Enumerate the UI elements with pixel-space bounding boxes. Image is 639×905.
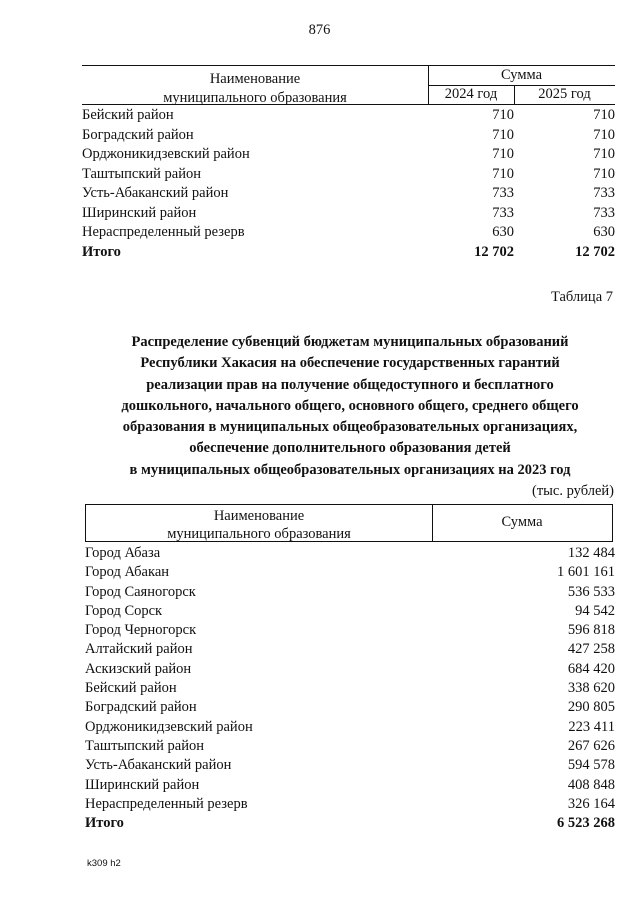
row-value: 536 533: [567, 583, 615, 600]
row-value-2024: 710: [492, 146, 514, 162]
table-row: [85, 583, 615, 602]
row-name: Город Абаза: [85, 545, 161, 561]
table-total-row: [85, 814, 615, 833]
row-value: 427 258: [567, 641, 615, 658]
table-row: [82, 106, 615, 126]
table-row: [85, 776, 615, 795]
row-name: Ширинский район: [82, 204, 197, 221]
table-row: [82, 184, 615, 204]
row-name: Бейский район: [85, 680, 177, 697]
row-value-2024: 733: [492, 185, 514, 201]
table-label: Таблица 7: [550, 289, 613, 305]
table-row: [82, 126, 615, 146]
row-name: Орджоникидзевский район: [82, 146, 250, 162]
table-row: [85, 544, 615, 563]
row-value-2025: 710: [593, 165, 615, 182]
title-line: в муниципальных общеобразовательных организациях на 2023 год: [129, 461, 571, 478]
table-row: [85, 679, 615, 698]
unit-label: (тыс. рублей): [532, 483, 614, 499]
table2-header: [85, 504, 613, 542]
row-name: Таштыпский район: [82, 165, 202, 182]
row-value-2025: 710: [593, 107, 615, 123]
table-row: [85, 660, 615, 679]
row-value: 1 601 161: [557, 564, 615, 581]
table2-name-header: [86, 507, 432, 543]
row-value: 132 484: [567, 545, 615, 561]
table-row: [85, 756, 615, 775]
table1-sum-header: Сумма: [500, 67, 543, 83]
title-line: дошкольного, начального общего, основного общего, среднего общего: [121, 397, 579, 414]
page-number: 876: [308, 22, 331, 38]
table1-year2-header: 2025 год: [538, 86, 591, 102]
table2-name-header-line2: муниципального образования: [167, 526, 351, 542]
table1-name-header: [82, 70, 428, 108]
row-name: Город Абакан: [85, 564, 170, 581]
table-total-row: [82, 243, 615, 263]
table2-sum-header: Сумма: [501, 514, 543, 530]
row-name: Ширинский район: [85, 776, 200, 793]
table2-name-header-line1: Наименование: [213, 508, 305, 524]
total-label: Итого: [85, 815, 124, 832]
table1-year1-header: 2024 год: [444, 86, 498, 102]
total-value: 6 523 268: [557, 815, 615, 832]
row-name: Боградский район: [82, 126, 194, 143]
row-value: 408 848: [567, 776, 615, 793]
row-value: 267 626: [567, 737, 615, 754]
title-line: образования в муниципальных общеобразовательных организациях,: [122, 419, 578, 436]
row-name: Орджоникидзевский район: [85, 718, 253, 735]
table-row: [82, 223, 615, 243]
row-name: Город Черногорск: [85, 622, 197, 639]
table-title: [90, 332, 610, 481]
row-name: Нераспределенный резерв: [85, 795, 248, 812]
row-name: Усть-Абаканский район: [85, 757, 232, 774]
table-row: [85, 795, 615, 814]
row-value-2024: 710: [492, 126, 514, 143]
title-line: Республики Хакасия на обеспечение государственных гарантий: [140, 355, 560, 372]
table1-body: [82, 106, 615, 262]
row-value: 594 578: [567, 757, 615, 774]
table1-name-header-line1: Наименование: [209, 71, 301, 87]
row-value: 223 411: [568, 718, 615, 735]
total-value-2024: 12 702: [474, 243, 514, 260]
total-value-2025: 12 702: [575, 243, 615, 260]
row-value: 290 805: [567, 699, 615, 716]
row-value-2025: 733: [593, 185, 615, 201]
table-row: [85, 698, 615, 717]
row-name: Усть-Абаканский район: [82, 185, 229, 201]
row-name: Бейский район: [82, 107, 174, 123]
row-value-2024: 630: [492, 224, 514, 240]
table-row: [82, 165, 615, 185]
row-name: Таштыпский район: [85, 737, 205, 754]
title-line: обеспечение дополнительного образования детей: [189, 440, 511, 457]
row-name: Город Сорск: [85, 602, 163, 619]
title-line: реализации прав на получение общедоступного и бесплатного: [146, 376, 554, 393]
row-value-2024: 733: [492, 204, 514, 221]
row-value-2024: 710: [492, 165, 514, 182]
row-name: Боградский район: [85, 699, 197, 716]
row-value-2025: 710: [593, 146, 615, 162]
table-row: [85, 563, 615, 582]
row-name: Нераспределенный резерв: [82, 224, 245, 240]
table-row: [82, 145, 615, 165]
table-row: [85, 621, 615, 640]
table-row: [85, 602, 615, 621]
row-name: Город Саяногорск: [85, 583, 196, 600]
table2-body: [85, 544, 615, 833]
row-value: 94 542: [575, 602, 615, 619]
row-value: 684 420: [567, 660, 615, 677]
total-label: Итого: [82, 243, 121, 260]
row-value-2024: 710: [492, 107, 514, 123]
row-value-2025: 710: [593, 126, 615, 143]
row-value-2025: 630: [593, 224, 615, 240]
title-line: Распределение субвенций бюджетам муниципальных образований: [131, 334, 569, 350]
table1-name-header-line2: муниципального образования: [163, 90, 347, 106]
row-name: Алтайский район: [85, 641, 193, 658]
row-value: 338 620: [567, 680, 615, 697]
table1-header: [82, 65, 615, 105]
row-value: 596 818: [567, 622, 615, 639]
table-row: [85, 640, 615, 659]
table-row: [82, 204, 615, 224]
row-name: Аскизский район: [85, 660, 192, 677]
table-row: [85, 718, 615, 737]
footer-code: k309 h2: [87, 858, 121, 869]
row-value-2025: 733: [593, 204, 615, 221]
row-value: 326 164: [567, 795, 615, 812]
table-row: [85, 737, 615, 756]
